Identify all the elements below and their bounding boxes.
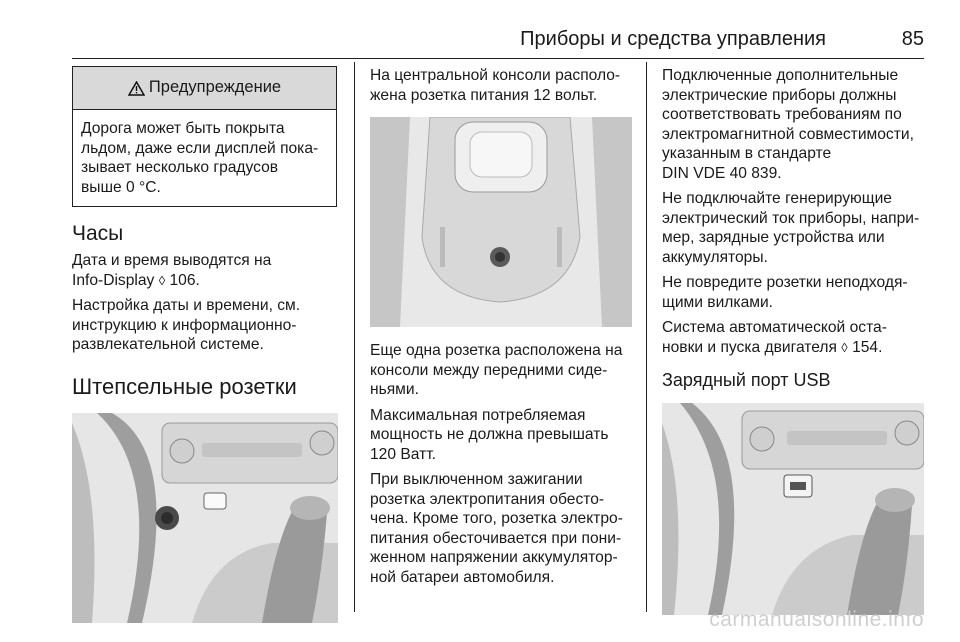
clock-paragraph-1 bbox=[72, 251, 338, 290]
sockets-paragraph-3 bbox=[370, 406, 632, 465]
sockets-paragraph-5 bbox=[662, 66, 926, 183]
clock-heading: Часы bbox=[72, 222, 124, 245]
text-line: электрический ток приборы, напри- bbox=[662, 209, 920, 227]
sockets-paragraph-1 bbox=[370, 66, 632, 105]
text-line: Настройка даты и времени, см. bbox=[72, 297, 301, 314]
text-line: жена розетка питания 12 вольт. bbox=[370, 86, 598, 104]
text-line: электрические приборы должны bbox=[662, 86, 897, 104]
text-line: При выключенном зажигании bbox=[370, 471, 583, 488]
clock-paragraph-2 bbox=[72, 296, 338, 355]
sockets-paragraph-4 bbox=[370, 470, 632, 587]
text-line: щими вилками. bbox=[662, 293, 773, 311]
column-1 bbox=[72, 66, 338, 623]
text-line: Еще одна розетка расположена на bbox=[370, 342, 623, 359]
text-line: Не подключайте генерирующие bbox=[662, 190, 892, 207]
text-line: Система автоматической оста- bbox=[662, 319, 887, 336]
watermark: carmanualsonline.info bbox=[709, 608, 924, 631]
page-ref[interactable]: 154. bbox=[852, 338, 883, 356]
text-line: соответствовать требованиям по bbox=[662, 106, 902, 123]
text-line: женном напряжении аккумулятор- bbox=[370, 549, 618, 566]
text-line: розетка электропитания обесто- bbox=[370, 490, 605, 508]
usb-port-illustration bbox=[662, 403, 924, 615]
page-title: Приборы и средства управления bbox=[520, 28, 826, 50]
text-line: льдом, даже если дисплей пока- bbox=[81, 139, 319, 157]
page-ref-icon: ◊ bbox=[158, 272, 166, 288]
text-line: Info-Display bbox=[72, 271, 155, 289]
column-2 bbox=[370, 66, 632, 593]
text-line: аккумуляторы. bbox=[662, 248, 768, 266]
text-line: Максимальная потребляемая bbox=[370, 406, 586, 424]
column-divider bbox=[354, 62, 355, 612]
text-line: Дата и время выводятся на bbox=[72, 252, 272, 269]
warning-triangle-icon bbox=[128, 81, 145, 96]
text-line: указанным в стандарте bbox=[662, 145, 832, 162]
sockets-paragraph-2 bbox=[370, 341, 632, 400]
warning-text bbox=[73, 110, 336, 206]
column-3 bbox=[662, 66, 926, 615]
page-header bbox=[72, 22, 924, 59]
text-line: ньями. bbox=[370, 381, 419, 398]
text-line: DIN VDE 40 839. bbox=[662, 164, 782, 182]
sockets-heading: Штепсельные розетки bbox=[72, 373, 297, 399]
text-line: чена. Кроме того, розетка электро- bbox=[370, 510, 623, 527]
text-line: развлекательной системе. bbox=[72, 336, 264, 353]
sockets-paragraph-7 bbox=[662, 273, 926, 312]
text-line: зывает несколько градусов bbox=[81, 159, 279, 176]
page-ref-icon: ◊ bbox=[841, 339, 848, 355]
text-line: мощность не должна превышать bbox=[370, 426, 609, 443]
text-line: питания обесточивается при пони- bbox=[370, 529, 622, 547]
text-line: мер, зарядные устройства или bbox=[662, 229, 885, 246]
warning-title: Предупреждение bbox=[148, 78, 282, 97]
text-line: Подключенные дополнительные bbox=[662, 67, 899, 84]
text-line: консоли между передними сиде- bbox=[370, 361, 608, 379]
text-line: инструкцию к информационно- bbox=[72, 316, 297, 334]
text-line: электромагнитной совместимости, bbox=[662, 125, 914, 143]
column-divider bbox=[646, 62, 647, 612]
sockets-paragraph-8 bbox=[662, 318, 926, 357]
text-line: выше 0 °C. bbox=[81, 178, 161, 196]
dashboard-socket-illustration bbox=[72, 413, 338, 623]
text-line: На центральной консоли располо- bbox=[370, 67, 621, 84]
warning-box bbox=[72, 66, 337, 207]
text-line: 120 Ватт. bbox=[370, 445, 436, 463]
text-line: новки и пуска двигателя bbox=[662, 338, 837, 356]
text-line: ной батареи автомобиля. bbox=[370, 568, 555, 586]
usb-heading: Зарядный порт USB bbox=[662, 370, 831, 390]
text-line: Не повредите розетки неподходя- bbox=[662, 274, 908, 291]
page-ref[interactable]: 106. bbox=[169, 271, 200, 289]
warning-header bbox=[73, 67, 336, 110]
page-number: 85 bbox=[901, 28, 924, 50]
console-socket-illustration bbox=[370, 117, 632, 327]
text-line: Дорога может быть покрыта bbox=[81, 120, 285, 137]
sockets-paragraph-6 bbox=[662, 189, 926, 267]
